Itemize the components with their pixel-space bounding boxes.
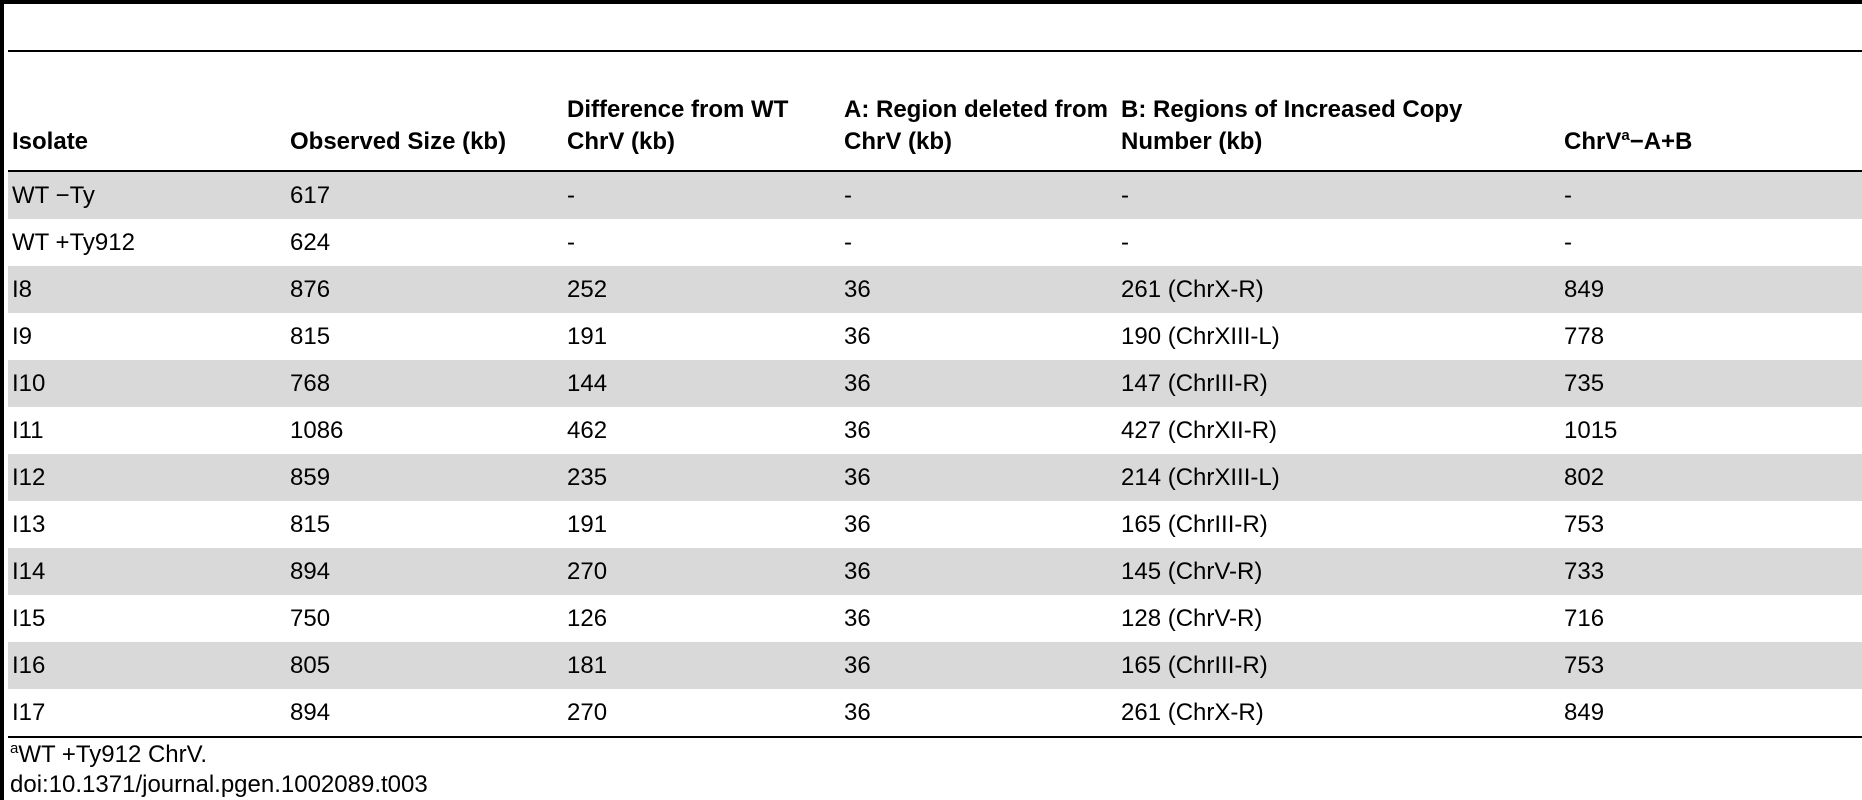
cell-isolate: I9 — [12, 322, 33, 350]
cell-computed-size: 716 — [1564, 604, 1605, 632]
table-row — [8, 219, 1862, 266]
cell-difference: 270 — [563, 548, 840, 595]
cell-region-deleted: 36 — [840, 689, 1117, 737]
cell-difference: 126 — [567, 604, 608, 632]
cell-increased-copy: 427 (ChrXII-R) — [1121, 416, 1278, 444]
cell-isolate: I15 — [12, 604, 46, 632]
cell-computed-size: 1015 — [1564, 416, 1618, 444]
cell-observed-size: 894 — [286, 689, 563, 737]
header-computed-post: −A+B — [1629, 128, 1693, 155]
cell-difference: 191 — [567, 510, 608, 538]
cell-isolate: I16 — [8, 642, 286, 689]
cell-increased-copy: 147 (ChrIII-R) — [1117, 360, 1560, 407]
cell-isolate: WT −Ty — [8, 171, 286, 219]
data-table — [8, 50, 1862, 738]
cell-observed-size: 859 — [286, 454, 563, 501]
cell-computed-size: 802 — [1560, 454, 1862, 501]
cell-observed-size: 805 — [286, 642, 563, 689]
header-computed-sup: a — [1621, 127, 1630, 144]
cell-difference: 191 — [567, 322, 608, 350]
cell-observed-size: 624 — [290, 228, 331, 256]
cell-isolate: I13 — [12, 510, 46, 538]
cell-computed-size: 849 — [1560, 266, 1862, 313]
cell-difference: 235 — [563, 454, 840, 501]
footnote-marker: a — [10, 740, 19, 757]
cell-difference: 270 — [563, 689, 840, 737]
cell-difference: 252 — [563, 266, 840, 313]
cell-increased-copy: 165 (ChrIII-R) — [1121, 510, 1268, 538]
cell-region-deleted: 36 — [844, 416, 871, 444]
cell-isolate: I11 — [12, 416, 44, 444]
doi-reference: doi:10.1371/journal.pgen.1002089.t003 — [10, 771, 428, 798]
cell-region-deleted: 36 — [840, 360, 1117, 407]
cell-computed-size: 778 — [1564, 322, 1605, 350]
header-region-deleted: A: Region deleted from ChrV (kb) — [840, 51, 1117, 171]
header-computed-pre: ChrV — [1564, 128, 1622, 155]
cell-isolate: I8 — [8, 266, 286, 313]
cell-region-deleted: 36 — [844, 604, 871, 632]
cell-computed-size: 849 — [1560, 689, 1862, 737]
cell-region-deleted: - — [844, 228, 852, 256]
cell-increased-copy: 145 (ChrV-R) — [1117, 548, 1560, 595]
cell-computed-size: - — [1564, 228, 1572, 256]
table-body — [8, 171, 1862, 737]
cell-increased-copy: 261 (ChrX-R) — [1117, 266, 1560, 313]
cell-difference: 462 — [567, 416, 608, 444]
header-difference: Difference from WT ChrV (kb) — [563, 51, 840, 171]
left-border — [0, 0, 4, 800]
header-increased-copy: B: Regions of Increased Copy Number (kb) — [1117, 51, 1560, 171]
header-row — [8, 51, 1862, 171]
cell-isolate: I14 — [8, 548, 286, 595]
cell-observed-size: 815 — [290, 322, 331, 350]
cell-isolate: I17 — [8, 689, 286, 737]
cell-isolate: WT +Ty912 — [12, 228, 135, 256]
cell-observed-size: 876 — [286, 266, 563, 313]
table-row — [8, 313, 1862, 360]
cell-region-deleted: 36 — [844, 510, 871, 538]
table-row — [8, 501, 1862, 548]
cell-region-deleted: - — [840, 171, 1117, 219]
cell-isolate: I12 — [8, 454, 286, 501]
cell-isolate: I10 — [8, 360, 286, 407]
cell-observed-size: 768 — [286, 360, 563, 407]
cell-observed-size: 1086 — [290, 416, 344, 444]
table-row — [8, 407, 1862, 454]
cell-observed-size: 617 — [286, 171, 563, 219]
cell-observed-size: 894 — [286, 548, 563, 595]
cell-increased-copy: 214 (ChrXIII-L) — [1117, 454, 1560, 501]
cell-observed-size: 750 — [290, 604, 331, 632]
cell-computed-size: 735 — [1560, 360, 1862, 407]
table-row — [8, 595, 1862, 642]
cell-increased-copy: - — [1117, 171, 1560, 219]
cell-increased-copy: 165 (ChrIII-R) — [1117, 642, 1560, 689]
cell-increased-copy: - — [1121, 228, 1129, 256]
table-row — [8, 266, 1862, 313]
table-row — [8, 548, 1862, 595]
table-row — [8, 642, 1862, 689]
cell-observed-size: 815 — [290, 510, 331, 538]
header-observed-size: Observed Size (kb) — [286, 51, 563, 171]
header-computed-size — [1560, 51, 1862, 171]
footnote-text: WT +Ty912 ChrV. — [18, 741, 208, 768]
table-row — [8, 454, 1862, 501]
table-row — [8, 360, 1862, 407]
cell-computed-size: - — [1560, 171, 1862, 219]
cell-increased-copy: 261 (ChrX-R) — [1117, 689, 1560, 737]
cell-region-deleted: 36 — [844, 322, 871, 350]
cell-computed-size: 753 — [1564, 510, 1605, 538]
cell-difference: 181 — [563, 642, 840, 689]
cell-increased-copy: 128 (ChrV-R) — [1121, 604, 1263, 632]
cell-computed-size: 753 — [1560, 642, 1862, 689]
header-isolate: Isolate — [8, 51, 286, 171]
cell-computed-size: 733 — [1560, 548, 1862, 595]
cell-difference: 144 — [563, 360, 840, 407]
table-row — [8, 689, 1862, 737]
cell-region-deleted: 36 — [840, 266, 1117, 313]
cell-difference: - — [567, 228, 575, 256]
table-row — [8, 171, 1862, 219]
cell-increased-copy: 190 (ChrXIII-L) — [1121, 322, 1280, 350]
cell-region-deleted: 36 — [840, 642, 1117, 689]
cell-region-deleted: 36 — [840, 548, 1117, 595]
cell-difference: - — [563, 171, 840, 219]
table-footnote — [10, 740, 207, 770]
table-header — [8, 51, 1862, 171]
cell-region-deleted: 36 — [840, 454, 1117, 501]
table-container — [8, 50, 1862, 738]
top-border — [0, 0, 1862, 4]
